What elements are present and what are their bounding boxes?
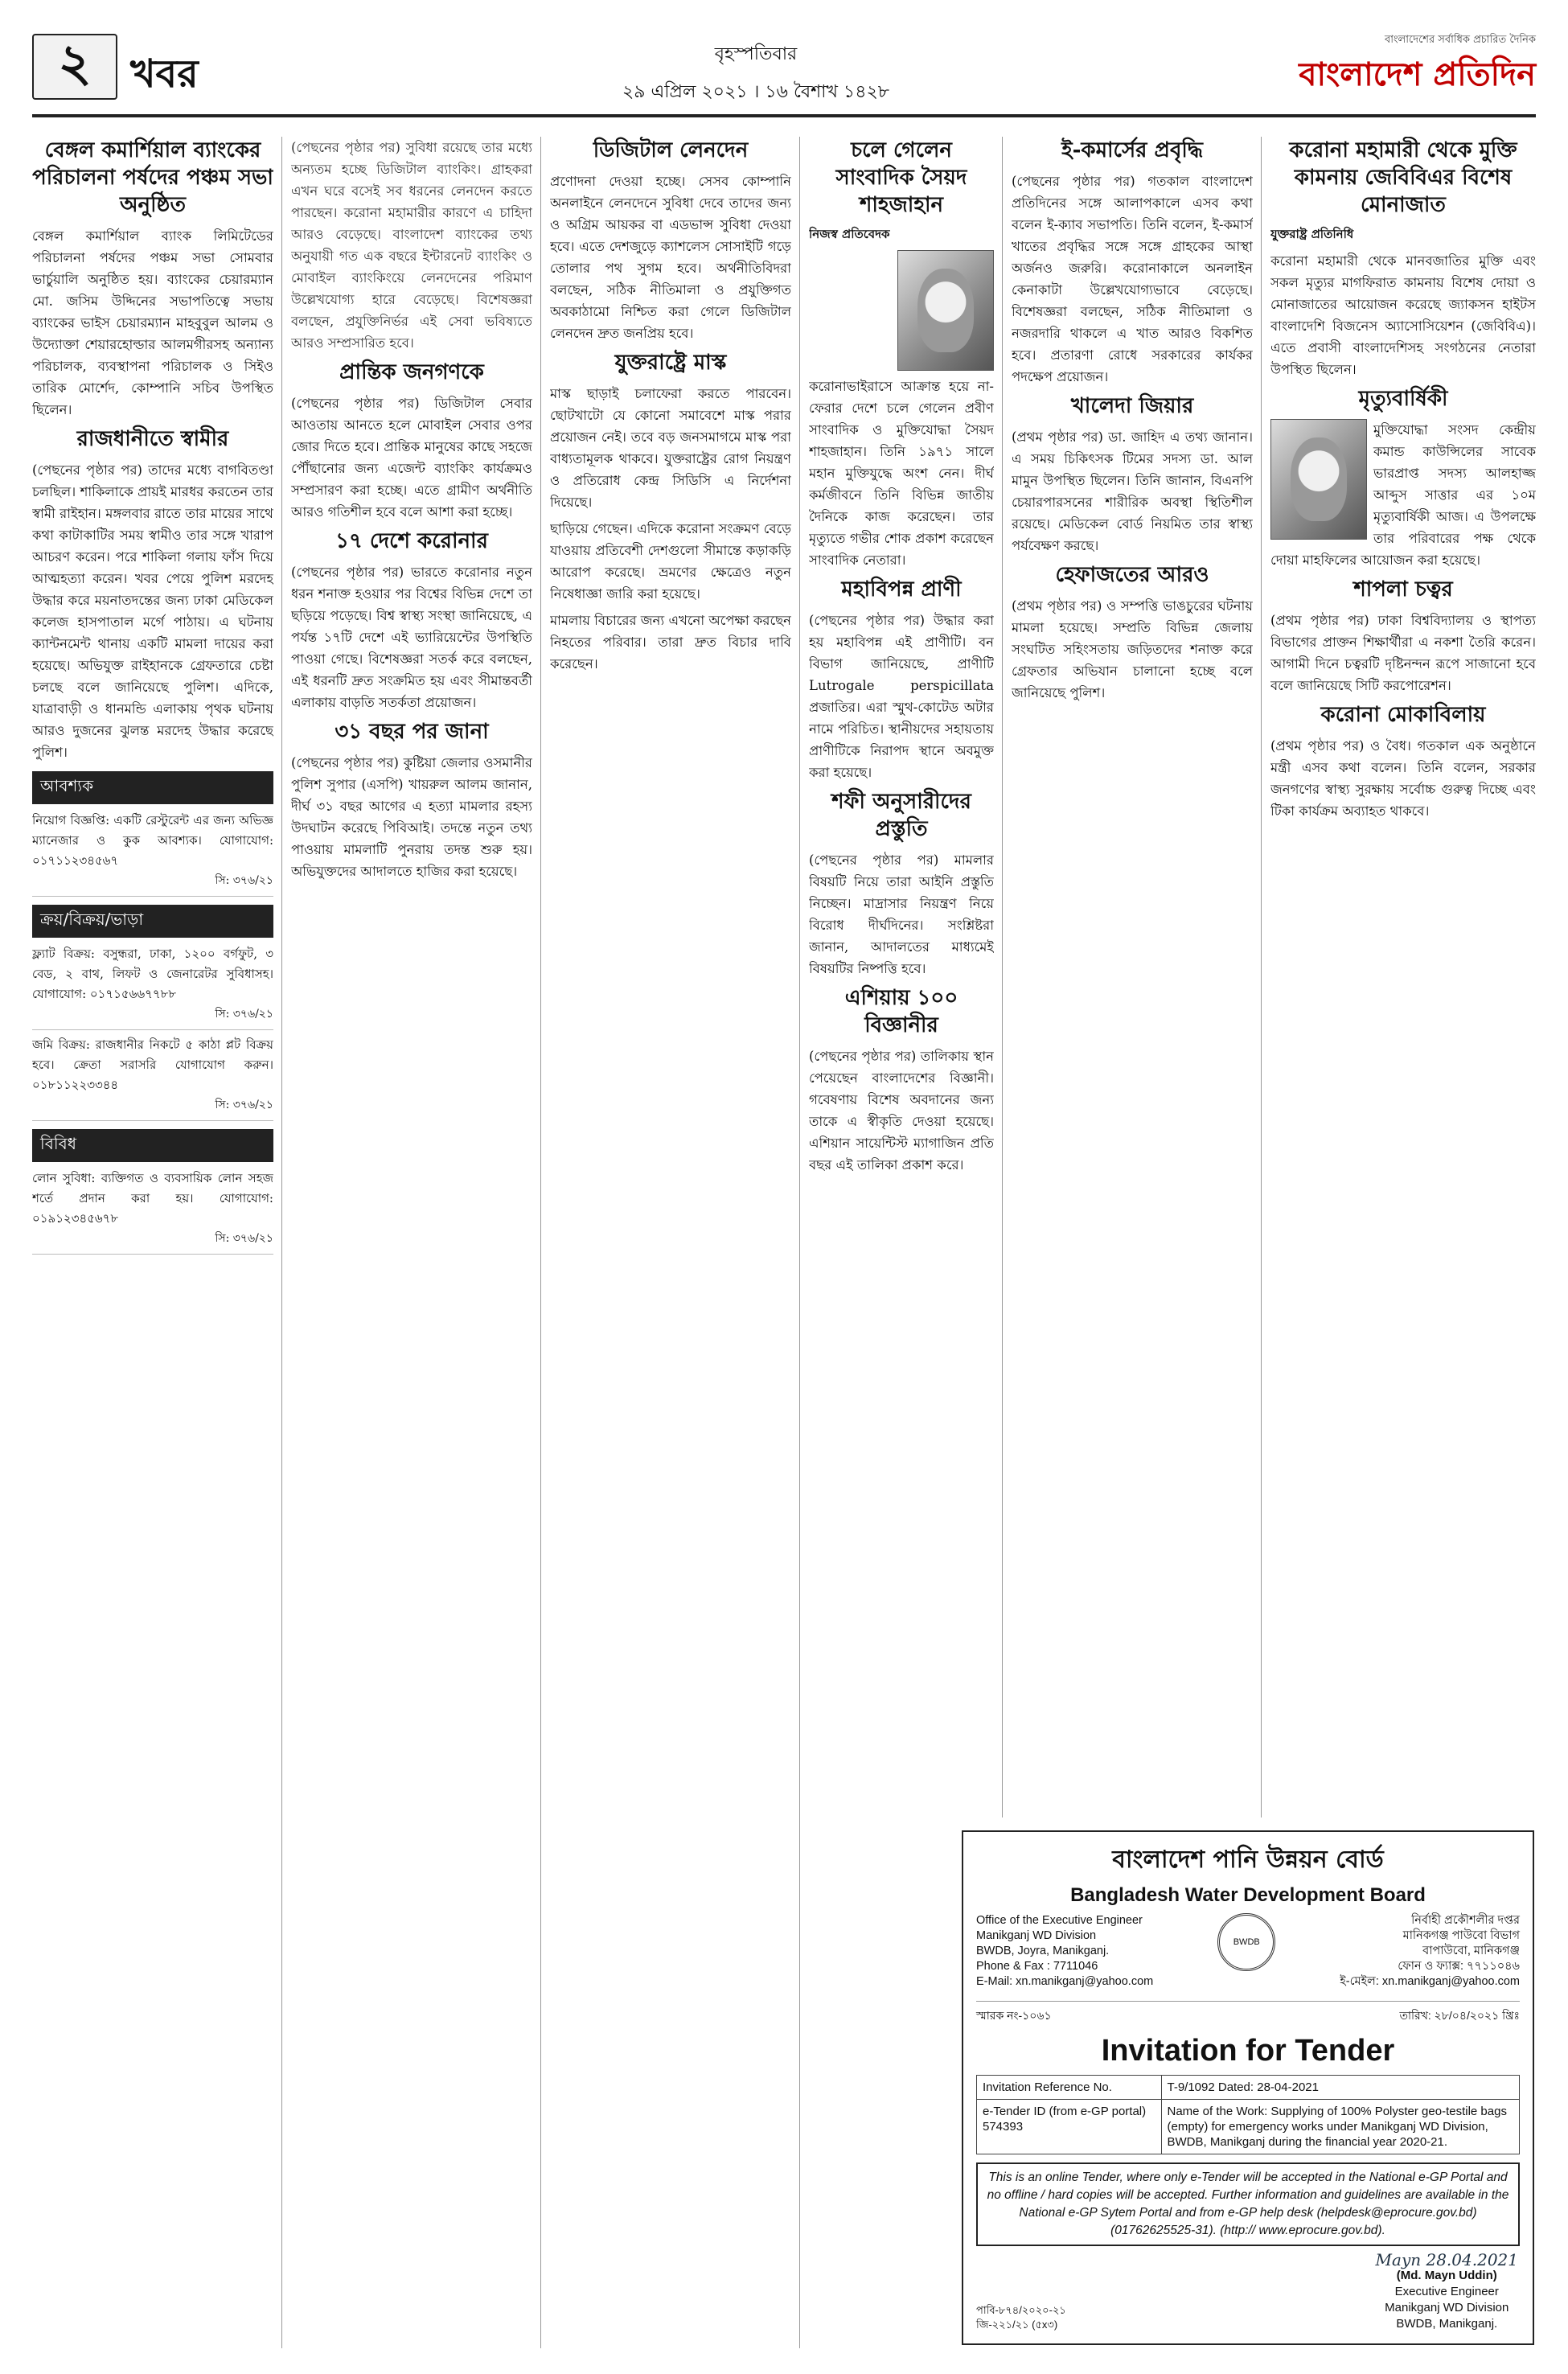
article-shafi-body: (পেছনের পৃষ্ঠার পর) মামলার বিষয়টি নিয়ে তারা আইনি প্রস্তুতি নিচ্ছেন। মাদ্রাসার নিয়ন্ত্রণ নিয়ে বিরোধ দীর্ঘদিনের। সংশ্লিষ্টরা জানান, আদালতের মাধ্যমেই বিষয়টির নিষ্পত্তি হবে। bbox=[809, 852, 994, 976]
headline-shapla-chattar: শাপলা চত্বর bbox=[1353, 577, 1453, 602]
headline-digital-transaction: ডিজিটাল লেনদেন bbox=[593, 138, 749, 162]
signature-block bbox=[1376, 2252, 1518, 2332]
office-line: E-Mail: xn.manikganj@yahoo.com bbox=[976, 1975, 1154, 1988]
office-line: Phone & Fax : 7711046 bbox=[976, 1960, 1098, 1973]
memo-date: তারিখ: ২৮/০৪/২০২১ খ্রিঃ bbox=[1399, 2009, 1520, 2022]
classified-ref: সি: ৩৭৬/২১ bbox=[215, 1099, 273, 1111]
tender-advertisement bbox=[962, 1830, 1534, 2345]
office-en bbox=[976, 1913, 1153, 1990]
office-line: মানিকগঞ্জ পাউবো বিভাগ bbox=[1402, 1929, 1520, 1942]
headline-asia-100-scientists: এশিয়ায় ১০০ বিজ্ঞানীর bbox=[844, 986, 958, 1037]
signer-title: BWDB, Manikganj. bbox=[1396, 2317, 1498, 2331]
article-digital-cont: (পেছনের পৃষ্ঠার পর) সুবিধা রয়েছে তার মধ্যে অন্যতম হচ্ছে ডিজিটাল ব্যাংকিং। গ্রাহকরা এখন ঘরে বসেই সব ধরনের লেনদেন করতে পারছেন। করোনা মহামারীর কারণে এ চাহিদা আরও বেড়েছে। বাংলাদেশ ব্যাংকের তথ্য অনুযায়ী গত এক বছরে ইন্টারনেট ব্যাংকিং ও মোবাইল ব্যাংকিংয়ে লেনদেনের পরিমাণ উল্লেখযোগ্য হারে বেড়েছে। বিশেষজ্ঞরা বলছেন, প্রযুক্তিনির্ভর এই সেবা ভবিষ্যতে আরও সম্প্রসারিত হবে। bbox=[291, 140, 532, 351]
article-corona-cont: ছাড়িয়ে গেছেন। এদিকে করোনা সংক্রমণ বেড়ে যাওয়ায় প্রতিবেশী দেশগুলো সীমান্তে কড়াকড়ি আরোপ করেছে। ভ্রমণের ক্ষেত্রেও নতুন নিষেধাজ্ঞা জারি করা হয়েছে। bbox=[550, 521, 791, 602]
byline: যুক্তরাষ্ট্র প্রতিনিধি bbox=[1270, 227, 1354, 241]
memo-number: স্মারক নং-১০৬১ bbox=[976, 2009, 1052, 2022]
classified-item bbox=[32, 1169, 273, 1255]
office-block bbox=[976, 1913, 1520, 1990]
headline-ecommerce: ই-কমার্সের প্রবৃদ্ধি bbox=[1061, 138, 1203, 162]
classified-ref: সি: ৩৭৬/২১ bbox=[215, 874, 273, 887]
classified-section-misc: বিবিধ bbox=[32, 1129, 273, 1162]
headline-us-mask: যুক্তরাষ্ট্রে মাস্ক bbox=[614, 351, 727, 375]
article-capital-husband-body: (পেছনের পৃষ্ঠার পর) তাদের মধ্যে বাগবিতণ্ডা চলছিল। শাকিলাকে প্রায়ই মারধর করতেন তার স্বামী রাইহান। মঙ্গলবার রাতে তার মায়ের সাথে কথা কাটাকাটির সময় স্বামীও তার সঙ্গে খারাপ আচরণ করেন। পরে শাকিলা গলায় ফাঁস দিয়ে আত্মহত্যা করেন। খবর পেয়ে পুলিশ মরদেহ উদ্ধার করে ময়নাতদন্তের জন্য ঢাকা মেডিকেল কলেজ হাসপাতাল মর্গে পাঠায়। এ ঘটনায় ক্যান্টনমেন্ট থানায় একটি মামলা দায়ের করা হয়েছে। অভিযুক্ত রাইহানকে গ্রেফতারে চেষ্টা চলছে বলে জানিয়েছে পুলিশ। এদিকে, যাত্রাবাড়ী ও ধানমন্ডি এলাকায় পৃথক ঘটনায় আরও দুজনের ঝুলন্ত মরদেহ উদ্ধার করেছে পুলিশ। bbox=[32, 462, 273, 760]
article-us-mask-body: মাস্ক ছাড়াই চলাফেরা করতে পারবেন। ছোটখাটো যে কোনো সমাবেশে মাস্ক পরার প্রয়োজন নেই। তবে বড় জনসমাগমে মাস্ক পরা বাধ্যতামূলক থাকবে। যুক্তরাষ্ট্রের রোগ নিয়ন্ত্রণ ও প্রতিরোধ কেন্দ্র সিডিসি এ নির্দেশনা দিয়েছে। bbox=[550, 386, 791, 510]
tender-footer bbox=[976, 2303, 1066, 2332]
classified-item bbox=[32, 811, 273, 897]
office-line: ফোন ও ফ্যাক্স: ৭৭১১০৪৬ bbox=[1398, 1960, 1520, 1973]
headline-capital-husband: রাজধানীতে স্বামীর bbox=[76, 427, 229, 451]
table-row bbox=[977, 2076, 1520, 2100]
date: ২৯ এপ্রিল ২০২১ । ১৬ বৈশাখ ১৪২৮ bbox=[622, 82, 890, 102]
signer-title: Executive Engineer bbox=[1394, 2285, 1499, 2298]
anniversary-photo bbox=[1270, 419, 1367, 540]
signature-scribble: Mayn 28.04.2021 bbox=[1375, 2250, 1518, 2269]
classified-text: ফ্ল্যাট বিক্রয়: বসুন্ধরা, ঢাকা, ১২০০ বর্গফুট, ৩ বেড, ২ বাথ, লিফট ও জেনারেটর সুবিধাসহ। যোগাযোগ: ০১৭১৫৬৬৭৭৮৮ bbox=[32, 947, 273, 1001]
column-2 bbox=[291, 137, 532, 2356]
journalist-photo bbox=[897, 250, 994, 371]
office-line: BWDB, Joyra, Manikganj. bbox=[976, 1945, 1110, 1957]
classified-ref: সি: ৩৭৬/২১ bbox=[215, 1232, 273, 1245]
classified-item bbox=[32, 1035, 273, 1121]
signer-title: Manikganj WD Division bbox=[1385, 2301, 1509, 2314]
office-line: Office of the Executive Engineer bbox=[976, 1914, 1143, 1927]
table-cell-value: T-9/1092 Dated: 28-04-2021 bbox=[1161, 2076, 1520, 2100]
article-bcbl-body: বেঙ্গল কমার্শিয়াল ব্যাংক লিমিটেডের পরিচালনা পর্ষদের পঞ্চম সভা সোমবার ভার্চুয়ালি অনুষ্ঠিত হয়। ব্যাংকের চেয়ারম্যান মো. জসিম উদ্দিনের সভাপতিত্বে সভায় ব্যাংকের ভাইস চেয়ারম্যান মাহবুবুল আলম ও উদ্যোক্তা শেয়ারহোল্ডার আলমগীরসহ অন্যান্য পরিচালক, ব্যবস্থাপনা পরিচালক ও সিইও তারিক মোর্শেদ, কোম্পানি সচিব উপস্থিত ছিলেন। bbox=[32, 228, 273, 417]
article-hefazat-body: (প্রথম পৃষ্ঠার পর) ও সম্পত্তি ভাঙচুরের ঘটনায় মামলা হয়েছে। সম্প্রতি বিভিন্ন জেলায় সংঘটিত সহিংসতায় জড়িতদের শনাক্ত করে গ্রেফতার অভিযান চালানো হচ্ছে বলে জানিয়েছে পুলিশ। bbox=[1012, 598, 1253, 700]
article-31-years-cont: মামলায় বিচারের জন্য এখনো অপেক্ষা করছেন নিহতের পরিবার। তারা দ্রুত বিচার দাবি করেছেন। bbox=[550, 613, 791, 672]
article-corona-response-body: (প্রথম পৃষ্ঠার পর) ও বৈধ। গতকাল এক অনুষ্ঠানে মন্ত্রী এসব কথা বলেন। তিনি বলেন, সরকার জনগণের স্বাস্থ্য সুরক্ষায় সর্বোচ্চ গুরুত্ব দিচ্ছে এবং টিকা কার্যক্রম অব্যাহত থাকবে। bbox=[1270, 738, 1536, 819]
column-divider bbox=[281, 137, 282, 2348]
headline-corona-response: করোনা মোকাবিলায় bbox=[1320, 703, 1486, 727]
article-31-years-body: (পেছনের পৃষ্ঠার পর) কুষ্টিয়া জেলার ওসমানীর পুলিশ সুপার (এসপি) খায়রুল আলম জানান, দীর্ঘ ৩১ বছর আগের এ হত্যা মামলার রহস্য উদঘাটন করেছে পিবিআই। তদন্তে নতুন তথ্য পাওয়ায় মামলাটি পুনরায় তদন্ত শুরু হয়। অভিযুক্তদের আদালতে হাজির করা হয়েছে। bbox=[291, 755, 532, 879]
column-6 bbox=[1270, 137, 1536, 1817]
office-line: নির্বাহী প্রকৌশলীর দপ্তর bbox=[1411, 1914, 1520, 1927]
office-bn bbox=[1340, 1913, 1520, 1990]
logo-name: বাংলাদেশ প্রতিদিন bbox=[1299, 56, 1536, 93]
section-title: খবর bbox=[130, 51, 199, 97]
table-cell-value: Name of the Work: Supplying of 100% Polyster geo-testile bags (empty) for emergency works under Manikganj WD Division, BWDB, Manikganj during the financial year 2020-21. bbox=[1161, 2100, 1520, 2154]
article-khaleda-body: (প্রথম পৃষ্ঠার পর) ডা. জাহিদ এ তথ্য জানান। এ সময় চিকিৎসক টিমের সদস্য ডা. আল মামুন উপস্থিত ছিলেন। তিনি জানান, বিএনপি চেয়ারপারসনের শারীরিক অবস্থা স্থিতিশীল রয়েছে। মেডিকেল বোর্ড নিয়মিত তার স্বাস্থ্য পর্যবেক্ষণ করছে। bbox=[1012, 429, 1253, 553]
headline-death-anniversary: মৃত্যুবার্ষিকী bbox=[1358, 387, 1448, 411]
footer-code: পাবি-৮৭৪/২০২০-২১ bbox=[976, 2304, 1066, 2316]
article-digital-body: প্রণোদনা দেওয়া হচ্ছে। সেসব কোম্পানি অনলাইনে লেনদেনে সুবিধা দেবে তাদের জন্য ও অগ্রিম আয়কর বা এডভান্স সুবিধা দেওয়া হবে। এতে দেশজুড়ে ক্যাশলেস সোসাইটি গড়ে তোলার পথ সুগম হবে। অর্থনীতিবিদরা বলছেন, সঠিক নীতিমালা ও প্রযুক্তিগত অবকাঠামো নিশ্চিত করা গেলে ডিজিটাল লেনদেন দ্রুত জনপ্রিয় হবে। bbox=[550, 174, 791, 341]
classified-section-sale: ক্রয়/বিক্রয়/ভাড়া bbox=[32, 905, 273, 938]
column-divider bbox=[1261, 137, 1262, 1817]
classified-text: নিয়োগ বিজ্ঞপ্তি: একটি রেস্টুরেন্ট এর জন্য অভিজ্ঞ ম্যানেজার ও কুক আবশ্যক। যোগাযোগ: ০১৭১১২৩৪৫৬৭ bbox=[32, 813, 273, 868]
headline-khaleda-zia: খালেদা জিয়ার bbox=[1070, 394, 1194, 418]
bwdb-seal-icon: BWDB bbox=[1217, 1913, 1275, 1971]
headline-marginal-people: প্রান্তিক জনগণকে bbox=[339, 360, 484, 384]
table-cell-label: Invitation Reference No. bbox=[977, 2076, 1162, 2100]
tender-table bbox=[976, 2075, 1520, 2154]
column-divider bbox=[540, 137, 541, 2348]
tender-notice: This is an online Tender, where only e-Tender will be accepted in the National e-GP Portal and no offline / hard copies will be accepted. Further information and guidelines are available in the National e-GP Sytem Portal and from e-GP help desk (helpdesk@eprocure.gov.bd) (01762625525-31). (http:// www.eprocure.gov.bd). bbox=[976, 2162, 1520, 2246]
classified-ref: সি: ৩৭৬/২১ bbox=[215, 1008, 273, 1021]
article-jbba-body: করোনা মহামারী থেকে মানবজাতির মুক্তি এবং সকল মৃত্যুর মাগফিরাত কামনায় বিশেষ দোয়া ও মোনাজাতের আয়োজন করেছে জ্যাকসন হাইটস বাংলাদেশি বিজনেস অ্যাসোসিয়েশন (জেবিবিএ)। এতে প্রবাসী বাংলাদেশিসহ সংগঠনের নেতারা উপস্থিত ছিলেন। bbox=[1270, 253, 1536, 377]
tender-title: Invitation for Tender bbox=[1101, 2034, 1395, 2068]
article-ecommerce-body: (পেছনের পৃষ্ঠার পর) গতকাল বাংলাদেশ প্রতিদিনের সঙ্গে আলাপকালে এসব কথা বলেন ই-ক্যাব সভাপতি। তিনি বলেন, ই-কমার্স খাতের প্রবৃদ্ধির সঙ্গে সঙ্গে গ্রাহকের আস্থা অর্জনও জরুরি। করোনাকালে অনলাইন কেনাকাটা উল্লেখযোগ্যভাবে বেড়েছে। বিশেষজ্ঞরা বলছেন, সঠিক নীতিমালা ও নজরদারি থাকলে এ খাত আরও বিকশিত হবে। প্রতারণা রোধে সরকারের কার্যকর পদক্ষেপ প্রয়োজন। bbox=[1012, 174, 1253, 384]
table-cell-label: e-Tender ID (from e-GP portal) 574393 bbox=[977, 2100, 1162, 2154]
classified-item bbox=[32, 944, 273, 1030]
headline-shafi-followers: শফী অনুসারীদের প্রস্তুতি bbox=[831, 790, 971, 841]
headline-corona-17-countries: ১৭ দেশে করোনার bbox=[335, 529, 488, 553]
footer-code: জি-২২১/২১ (৫x৩) bbox=[976, 2319, 1058, 2331]
classified-text: জমি বিক্রয়: রাজধানীর নিকটে ৫ কাঠা প্লট বিক্রয় হবে। ক্রেতা সরাসরি যোগাযোগ করুন। ০১৮১১২২৩৩৪৪ bbox=[32, 1037, 273, 1092]
office-line: Manikganj WD Division bbox=[976, 1929, 1097, 1942]
article-journalist-body: করোনাভাইরাসে আক্রান্ত হয়ে না-ফেরার দেশে চলে গেলেন প্রবীণ সাংবাদিক ও মুক্তিযোদ্ধা সৈয়দ শাহজাহান। তিনি ১৯৭১ সালে মহান মুক্তিযুদ্ধে অংশ নেন। দীর্ঘ কর্মজীবনে তিনি বিভিন্ন জাতীয় দৈনিকে কাজ করেছেন। তার মৃত্যুতে গভীর শোক প্রকাশ করেছেন সাংবাদিক নেতারা। bbox=[809, 379, 994, 568]
logo-tagline: বাংলাদেশের সর্বাধিক প্রচারিত দৈনিক bbox=[1384, 34, 1536, 46]
memo-line bbox=[976, 2001, 1520, 2026]
dateline bbox=[482, 40, 1029, 108]
column-1 bbox=[32, 137, 273, 2356]
column-5 bbox=[1012, 137, 1253, 1817]
day: বৃহস্পতিবার bbox=[714, 44, 798, 64]
office-line: ই-মেইল: xn.manikganj@yahoo.com bbox=[1340, 1975, 1520, 1988]
article-anniversary-body: মুক্তিযোদ্ধা সংসদ কেন্দ্রীয় কমান্ড কাউন্সিলের সাবেক ভারপ্রাপ্ত সদস্য আলহাজ্জ আব্দুস সাত্তার এর ১০ম মৃত্যুবার্ষিকী আজ। এ উপলক্ষে তার পরিবারের পক্ষ থেকে দোয়া মাহফিলের আয়োজন করা হয়েছে। bbox=[1270, 422, 1536, 568]
headline-journalist-obituary: চলে গেলেন সাংবাদিক সৈয়দ শাহজাহান bbox=[835, 138, 967, 217]
org-name-en: Bangladesh Water Development Board bbox=[1070, 1884, 1426, 1906]
article-shapla-body: (প্রথম পৃষ্ঠার পর) ঢাকা বিশ্ববিদ্যালয় ও স্থাপত্য বিভাগের প্রাক্তন শিক্ষার্থীরা এ নকশা তৈরি করেন। আগামী দিনে চত্বরটি দৃষ্টিনন্দন রূপে সাজানো হবে বলে জানিয়েছে সিটি করপোরেশন। bbox=[1270, 613, 1536, 693]
masthead bbox=[32, 27, 1536, 117]
article-marginal-people-body: (পেছনের পৃষ্ঠার পর) ডিজিটাল সেবার আওতায় আনতে হলে মোবাইল সেবার ওপর জোর দিতে হবে। প্রান্তিক মানুষের কাছে সহজে পৌঁছানোর জন্য এজেন্ট ব্যাংকিং কার্যক্রমও সম্প্রসারণ করা হচ্ছে। এতে গ্রামীণ অর্থনীতি আরও গতিশীল হবে বলে আশা করা হচ্ছে। bbox=[291, 396, 532, 520]
table-row bbox=[977, 2100, 1520, 2154]
headline-hefazat: হেফাজতের আরও bbox=[1055, 563, 1209, 587]
headline-jbba-prayer: করোনা মহামারী থেকে মুক্তি কামনায় জেবিবিএর বিশেষ মোনাজাত bbox=[1289, 138, 1517, 217]
column-divider bbox=[799, 137, 800, 2348]
office-line: বাপাউবো, মানিকগঞ্জ bbox=[1422, 1945, 1520, 1957]
column-divider bbox=[1002, 137, 1003, 1817]
classified-text: লোন সুবিধা: ব্যক্তিগত ও ব্যবসায়িক লোন সহজ শর্তে প্রদান করা হয়। যোগাযোগ: ০১৯১২৩৪৫৬৭৮ bbox=[32, 1171, 273, 1226]
byline: নিজস্ব প্রতিবেদক bbox=[809, 227, 890, 241]
page-number: ২ bbox=[32, 34, 117, 100]
newspaper-logo bbox=[1295, 32, 1536, 103]
headline-31-years: ৩১ বছর পর জানা bbox=[335, 720, 489, 744]
signer-name: (Md. Mayn Uddin) bbox=[1396, 2269, 1497, 2282]
article-corona-body: (পেছনের পৃষ্ঠার পর) ভারতে করোনার নতুন ধরন শনাক্ত হওয়ার পর বিশ্বের বিভিন্ন দেশে তা ছড়িয়ে পড়েছে। বিশ্ব স্বাস্থ্য সংস্থা জানিয়েছে, এ পর্যন্ত ১৭টি দেশে এই ভ্যারিয়েন্টের উপস্থিতি পাওয়া গেছে। বিশেষজ্ঞরা সতর্ক করে বলছেন, এই ধরনটি দ্রুত সংক্রমিত হয় এবং সীমান্তবর্তী এলাকায় বাড়তি সতর্কতা প্রয়োজন। bbox=[291, 565, 532, 710]
article-asia-body: (পেছনের পৃষ্ঠার পর) তালিকায় স্থান পেয়েছেন বাংলাদেশের বিজ্ঞানী। গবেষণায় বিশেষ অবদানের জন্য তাকে এ স্বীকৃতি দেওয়া হয়েছে। এশিয়ান সায়েন্টিস্ট ম্যাগাজিন প্রতি বছর এই তালিকা প্রকাশ করে। bbox=[809, 1049, 994, 1173]
headline-endangered-animal: মহাবিপন্ন প্রাণী bbox=[841, 577, 962, 602]
article-endangered-body: (পেছনের পৃষ্ঠার পর) উদ্ধার করা হয় মহাবিপন্ন এই প্রাণীটি। বন বিভাগ জানিয়েছে, প্রাণীটি Lutrogale perspicillata প্রজাতির। এরা স্মুথ-কোটেড অটার নামে পরিচিত। স্থানীয়দের সহায়তায় প্রাণীটিকে নিরাপদ স্থানে অবমুক্ত করা হয়েছে। bbox=[809, 613, 994, 780]
headline-bcbl: বেঙ্গল কমার্শিয়াল ব্যাংকের পরিচালনা পর্ষদের পঞ্চম সভা অনুষ্ঠিত bbox=[32, 138, 273, 217]
column-3 bbox=[550, 137, 791, 2356]
org-name-bn: বাংলাদেশ পানি উন্নয়ন বোর্ড bbox=[1112, 1846, 1384, 1874]
classified-section-wanted: আবশ্যক bbox=[32, 771, 273, 804]
